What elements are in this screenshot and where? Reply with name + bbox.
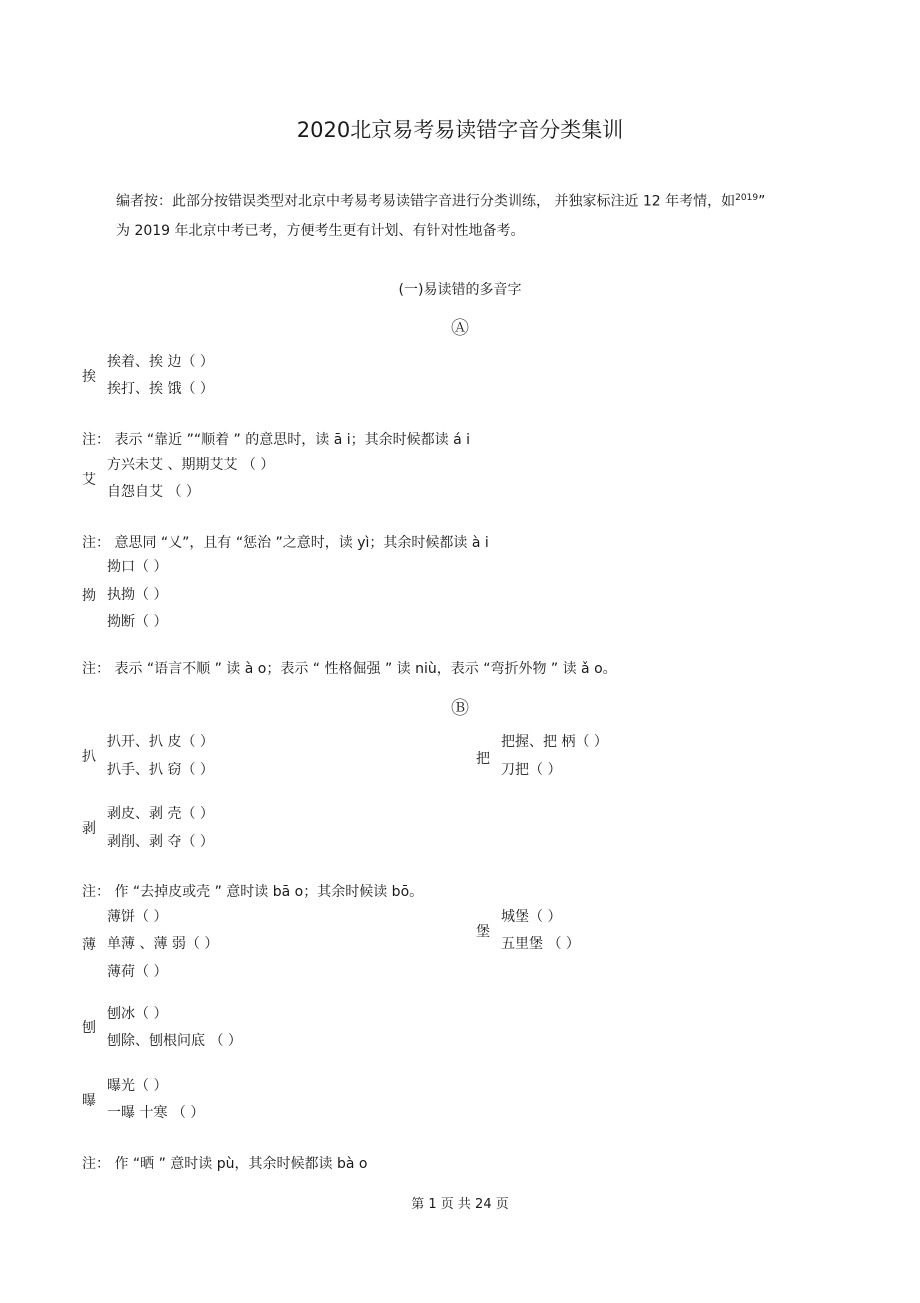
entry-label-bao-fort: 堡 [476, 924, 490, 940]
entry-ba-line-2: 刀把（ ） [501, 762, 562, 778]
entry-bo-line-2: 剥削、剥 夺（ ） [107, 834, 214, 850]
preface-line-2: 为 2019 年北京中考已考，方便考生更有计划、有针对性地备考。 [116, 223, 525, 239]
entry-label-pa: 扒 [82, 749, 96, 765]
entry-ao-line-2: 执拗（ ） [107, 587, 168, 603]
entry-bao-plane-line-1: 刨冰（ ） [107, 1006, 168, 1022]
entry-bo-thin-line-1: 薄饼（ ） [107, 909, 168, 925]
preface-text: 编者按：此部分按错误类型对北京中考易考易读错字音进行分类训练， 并独家标注近 12 年考情，如 [116, 193, 736, 210]
entry-label-ai: 挨 [82, 369, 96, 385]
preface-tail: ” [758, 193, 766, 210]
entry-label-pu: 曝 [82, 1093, 96, 1109]
entry-bo-thin-line-2: 单薄 、薄 弱（ ） [107, 936, 219, 952]
group-a-heading: Ⓐ [451, 318, 469, 339]
entry-ai2-line-1: 方兴未艾 、期期艾艾 （ ） [107, 457, 275, 473]
entry-pa-line-1: 扒开、扒 皮（ ） [107, 734, 214, 750]
entry-ba-line-1: 把握、把 柄（ ） [501, 734, 608, 750]
entry-ai-line-2: 挨打、挨 饿（ ） [107, 381, 214, 397]
note-ai-2: 注： 意思同 “乂”，且有 “惩治 ”之意时，读 yì；其余时候都读 à i [82, 535, 489, 551]
note-ao: 注： 表示 “语言不顺 ” 读 à o；表示 “ 性格倔强 ” 读 niù，表示 “弯折外物 ” 读 ǎ o。 [82, 661, 617, 677]
entry-pu-line-2: 一曝 十寒 （ ） [107, 1105, 205, 1121]
entry-ai-line-1: 挨着、挨 边（ ） [107, 354, 214, 370]
page-footer: 第 1 页 共 24 页 [411, 1197, 509, 1212]
entry-pa-line-2: 扒手、扒 窃（ ） [107, 762, 214, 778]
entry-bo-thin-line-3: 薄荷（ ） [107, 964, 168, 980]
entry-label-ao: 拗 [82, 588, 96, 604]
entry-bao-fort-line-2: 五里堡 （ ） [501, 936, 580, 952]
entry-ai2-line-2: 自怨自艾 （ ） [107, 484, 200, 500]
section-heading: (一)易读错的多音字 [398, 282, 522, 298]
entry-label-ai-2: 艾 [82, 472, 96, 488]
note-bo: 注： 作 “去掉皮或壳 ” 意时读 bā o；其余时候读 bō。 [82, 884, 424, 900]
entry-label-ba: 把 [476, 751, 490, 767]
year-mark: 2019 [735, 193, 759, 203]
entry-ao-line-1: 拗口（ ） [107, 559, 168, 575]
entry-bo-line-1: 剥皮、剥 壳（ ） [107, 806, 214, 822]
entry-pu-line-1: 曝光（ ） [107, 1078, 168, 1094]
entry-bao-plane-line-2: 刨除、刨根问底 （ ） [107, 1033, 242, 1049]
entry-label-bo: 剥 [82, 821, 96, 837]
note-ai: 注： 表示 “靠近 ”“顺着 ” 的意思时，读 ā i；其余时候都读 á i [82, 432, 470, 448]
entry-label-bao-plane: 刨 [82, 1020, 96, 1036]
preface-line-1 [116, 193, 765, 210]
entry-label-bo-thin: 薄 [82, 937, 96, 953]
group-b-heading: Ⓑ [451, 698, 469, 719]
page-title: 2020北京易考易读错字音分类集训 [296, 118, 624, 142]
note-pu: 注： 作 “晒 ” 意时读 pù，其余时候都读 bà o [82, 1156, 368, 1172]
entry-bao-fort-line-1: 城堡（ ） [501, 909, 562, 925]
entry-ao-line-3: 拗断（ ） [107, 614, 168, 630]
